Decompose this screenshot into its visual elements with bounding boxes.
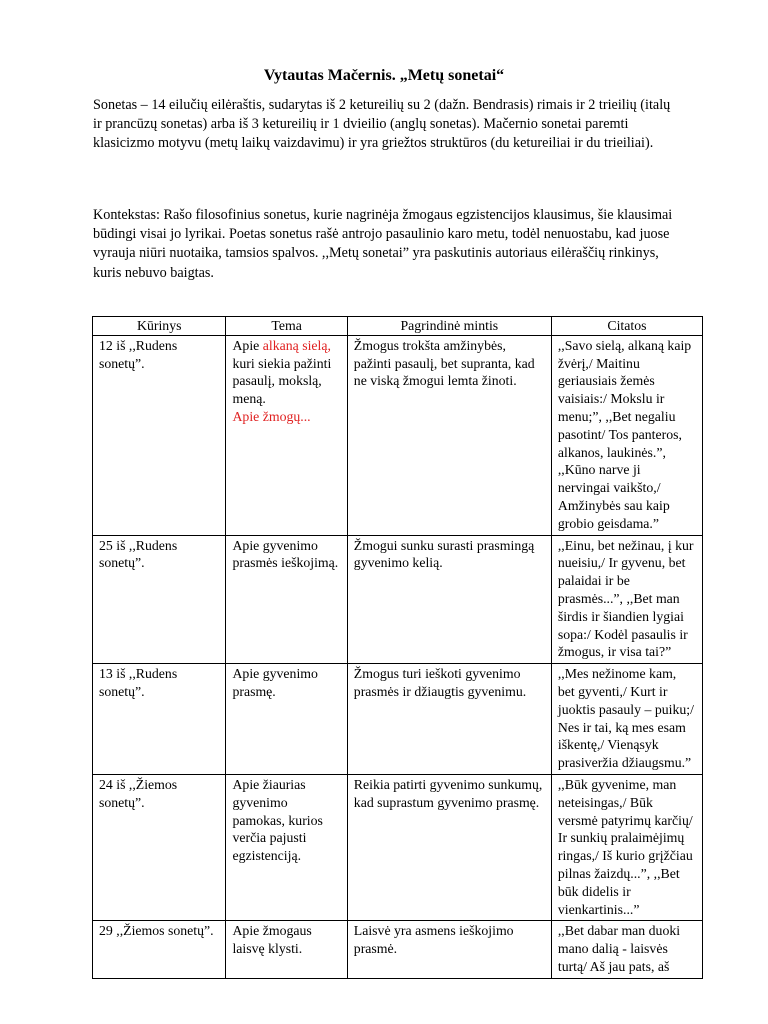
cell-theme bbox=[226, 335, 347, 535]
cell-theme: Apie žmogaus laisvę klysti. bbox=[226, 921, 347, 978]
page-title: Vytautas Mačernis. „Metų sonetai“ bbox=[263, 67, 505, 84]
context-paragraph: Kontekstas: Rašo filosofinius sonetus, kurie nagrinėja žmogaus egzistencijos klausimus, šie klausimai būdingi visai jo lyrikai. Poetas sonetus rašė antrojo pasaulinio karo metu, todėl nenuostabu, kad juose vyrauja niūri nuotaika, tamsios spalvos. ,,Metų sonetai” yra paskutinis autoriaus eilėraščių rinkinys, kuris nebuvo baigtas. bbox=[93, 207, 673, 281]
header-theme: Tema bbox=[226, 317, 347, 336]
header-quotes: Citatos bbox=[551, 317, 702, 336]
cell-work: 13 iš ,,Rudens sonetų”. bbox=[93, 664, 226, 775]
cell-quote: ,,Mes nežinome kam, bet gyventi,/ Kurt ir juoktis pasauly – puiku;/ Nes ir tai, ką mes esam iškentę,/ Vienąsyk prasiveržia džiaugsmu.” bbox=[551, 664, 702, 775]
cell-quote: ,,Einu, bet nežinau, į kur nueisiu,/ Ir gyvenu, bet palaidai ir be prasmės...”, ,,Bet man širdis ir šiandien lygiai sopa:/ Kodėl pasaulis ir žmogus, ir visa tai?” bbox=[551, 535, 702, 664]
theme-highlight: alkaną sielą, bbox=[262, 337, 331, 353]
table-row bbox=[93, 664, 703, 775]
cell-main-idea: Laisvė yra asmens ieškojimo prasmė. bbox=[347, 921, 551, 978]
cell-theme: Apie gyvenimo prasmės ieškojimą. bbox=[226, 535, 347, 664]
cell-work: 12 iš ,,Rudens sonetų”. bbox=[93, 335, 226, 535]
intro-paragraph: Sonetas – 14 eilučių eilėraštis, sudarytas iš 2 ketureilių su 2 (dažn. Bendrasis) rimais ir 2 trieilių (italų ir prancūzų sonetas) arba iš 3 ketureilių ir 1 dvieilio (anglų sonetas). Mačernio sonetai paremti klasicizmo motyvu (metų laikų vaizdavimu) ir yra griežtos struktūros (du ketureiliai ir du trieiliai). bbox=[93, 97, 671, 152]
table-row bbox=[93, 921, 703, 978]
cell-main-idea: Žmogus trokšta amžinybės, pažinti pasaulį, bet supranta, kad ne viską žmogui lemta žinoti. bbox=[347, 335, 551, 535]
table-header-row bbox=[93, 317, 703, 336]
cell-quote: ,,Savo sielą, alkaną kaip žvėrį,/ Maitinu geriausiais žemės vaisiais:/ Mokslu ir menu;”, ,,Bet negaliu pasotint/ Tos panteros, alkanos, laukinės.”, ,,Kūno narve ji nervingai vaikšto,/ Amžinybės sau kaip grobio geisdama.” bbox=[551, 335, 702, 535]
theme-prefix: Apie bbox=[232, 337, 263, 353]
cell-theme: Apie gyvenimo prasmę. bbox=[226, 664, 347, 775]
cell-main-idea: Žmogus turi ieškoti gyvenimo prasmės ir džiaugtis gyvenimu. bbox=[347, 664, 551, 775]
theme-note: Apie žmogų... bbox=[232, 408, 311, 424]
header-work: Kūrinys bbox=[93, 317, 226, 336]
table-row bbox=[93, 774, 703, 920]
cell-main-idea: Žmogui sunku surasti prasmingą gyvenimo kelią. bbox=[347, 535, 551, 664]
theme-rest: kuri siekia pažinti pasaulį, mokslą, meną. bbox=[232, 355, 332, 407]
sonnets-table bbox=[92, 316, 703, 979]
table-row bbox=[93, 535, 703, 664]
cell-quote: ,,Bet dabar man duoki mano dalią - laisvės turtą/ Aš jau pats, aš bbox=[551, 921, 702, 978]
table-row bbox=[93, 335, 703, 535]
cell-work: 29 ,,Žiemos sonetų”. bbox=[93, 921, 226, 978]
cell-work: 25 iš ,,Rudens sonetų”. bbox=[93, 535, 226, 664]
cell-quote: ,,Būk gyvenime, man neteisingas,/ Būk versmė patyrimų karčių/ Ir sunkių pralaimėjimų ringas,/ Iš kurio grįžčiau pilnas žaizdų...”, ,,Bet būk didelis ir vienkartinis...” bbox=[551, 774, 702, 920]
header-main-idea: Pagrindinė mintis bbox=[347, 317, 551, 336]
cell-main-idea: Reikia patirti gyvenimo sunkumų, kad suprastum gyvenimo prasmę. bbox=[347, 774, 551, 920]
cell-work: 24 iš ,,Žiemos sonetų”. bbox=[93, 774, 226, 920]
cell-theme: Apie žiaurias gyvenimo pamokas, kurios verčia pajusti egzistenciją. bbox=[226, 774, 347, 920]
